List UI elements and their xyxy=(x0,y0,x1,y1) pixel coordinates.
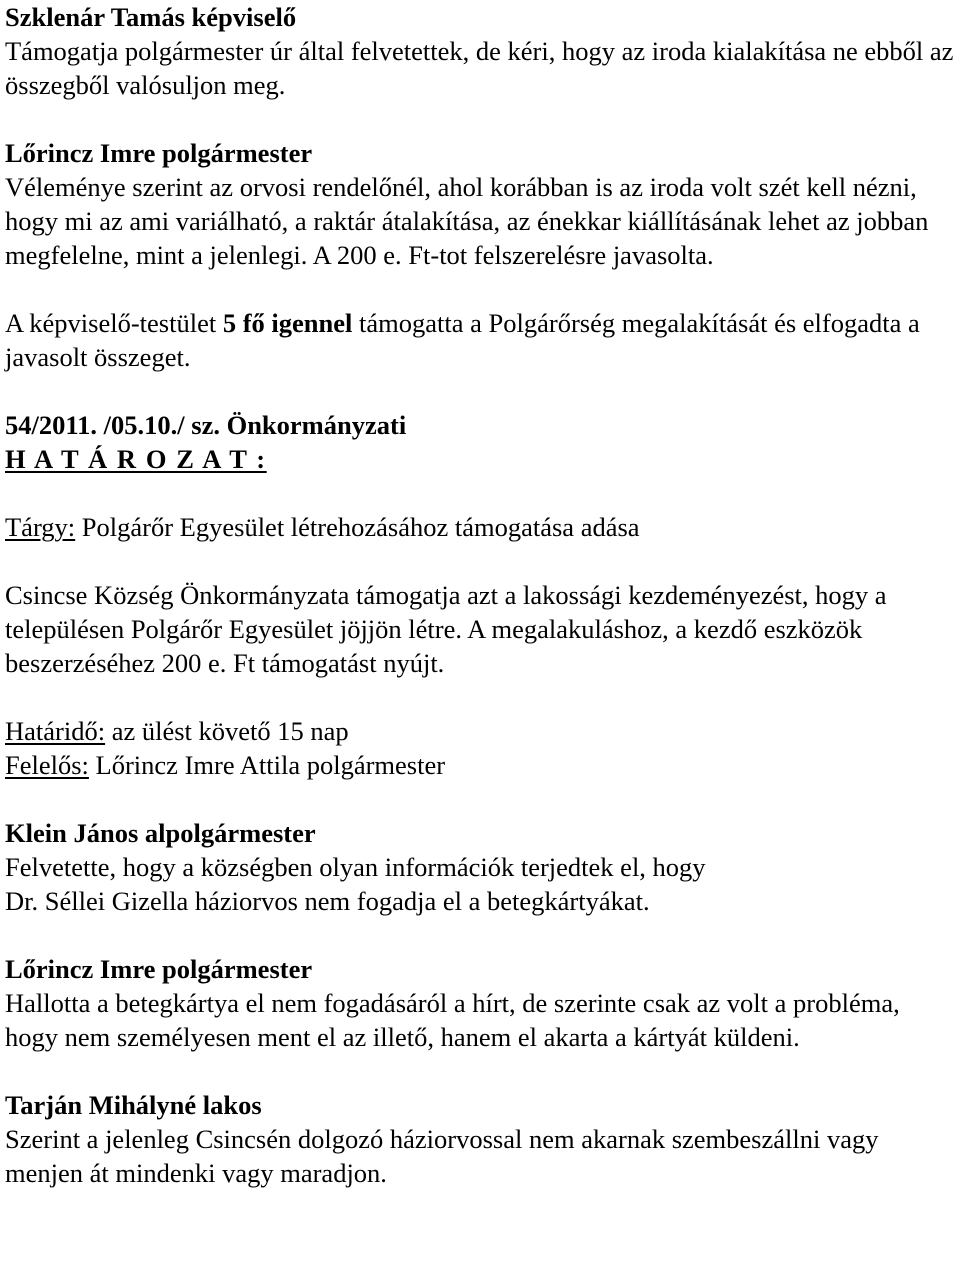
speaker-statement-line: Dr. Séllei Gizella háziorvos nem fogadja el a betegkártyákat. xyxy=(5,886,650,916)
speaker-heading: Szklenár Tamás képviselő xyxy=(5,2,297,32)
speaker-statement: Szerint a jelenleg Csincsén dolgozó háziorvossal nem akarnak szembeszállni vagy menjen át mindenki vagy maradjon. xyxy=(5,1124,879,1188)
paragraph-gap xyxy=(5,374,955,408)
speaker-heading: Lőrincz Imre polgármester xyxy=(5,138,313,168)
resolution-deadline xyxy=(5,714,955,748)
vote-count: 5 fő igennel xyxy=(222,308,353,338)
paragraph-gap xyxy=(5,476,955,510)
speaker-heading: Tarján Mihályné lakos xyxy=(5,1090,262,1120)
document-page xyxy=(5,0,955,1190)
resolution-subject xyxy=(5,510,955,544)
speaker-statement: Támogatja polgármester úr által felvetettek, de kéri, hogy az iroda kialakítása ne ebből az összegből valósuljon meg. xyxy=(5,36,954,100)
subject-label: Tárgy: xyxy=(5,512,76,542)
resolution-body: Csincse Község Önkormányzata támogatja azt a lakossági kezdeményezést, hogy a településen Polgárőr Egyesület jöjjön létre. A megalakuláshoz, a kezdő eszközök beszerzéséhez 200 e. Ft támogatást nyújt. xyxy=(5,580,887,678)
resolution-responsible xyxy=(5,748,955,782)
paragraph-gap xyxy=(5,102,955,136)
speaker-statement-line: Felvetette, hogy a községben olyan információk terjedtek el, hogy xyxy=(5,852,706,882)
speaker-heading: Lőrincz Imre polgármester xyxy=(5,954,313,984)
paragraph-gap xyxy=(5,918,955,952)
paragraph-gap xyxy=(5,544,955,578)
vote-prefix: A képviselő-testület xyxy=(5,308,223,338)
paragraph-gap xyxy=(5,1054,955,1088)
paragraph-gap xyxy=(5,782,955,816)
deadline-label: Határidő: xyxy=(5,716,106,746)
speaker-heading: Klein János alpolgármester xyxy=(5,818,316,848)
paragraph-gap xyxy=(5,272,955,306)
speaker-statement: Hallotta a betegkártya el nem fogadásáról a hírt, de szerinte csak az volt a probléma, hogy nem személyesen ment el az illető, hanem el akarta a kártyát küldeni. xyxy=(5,988,900,1052)
resolution-heading: H A T Á R O Z A T : xyxy=(5,444,267,474)
responsible-label: Felelős: xyxy=(5,750,89,780)
subject-text: Polgárőr Egyesület létrehozásához támogatása adása xyxy=(75,512,640,542)
resolution-number: 54/2011. /05.10./ sz. Önkormányzati xyxy=(5,410,407,440)
speaker-statement: Véleménye szerint az orvosi rendelőnél, ahol korábban is az iroda volt szét kell nézni, hogy mi az ami variálható, a raktár átalakítása, az énekkar kiállításának lehet az jobban megfelelne, mint a jelenlegi. A 200 e. Ft-tot felszerelésre javasolta. xyxy=(5,172,929,270)
paragraph-gap xyxy=(5,680,955,714)
vote-statement xyxy=(5,306,955,374)
vote-suffix: támogatta a Polgárőrség megalakítását és elfogadta a javasolt összeget. xyxy=(5,308,920,372)
deadline-text: az ülést követő 15 nap xyxy=(105,716,349,746)
responsible-text: Lőrincz Imre Attila polgármester xyxy=(88,750,446,780)
